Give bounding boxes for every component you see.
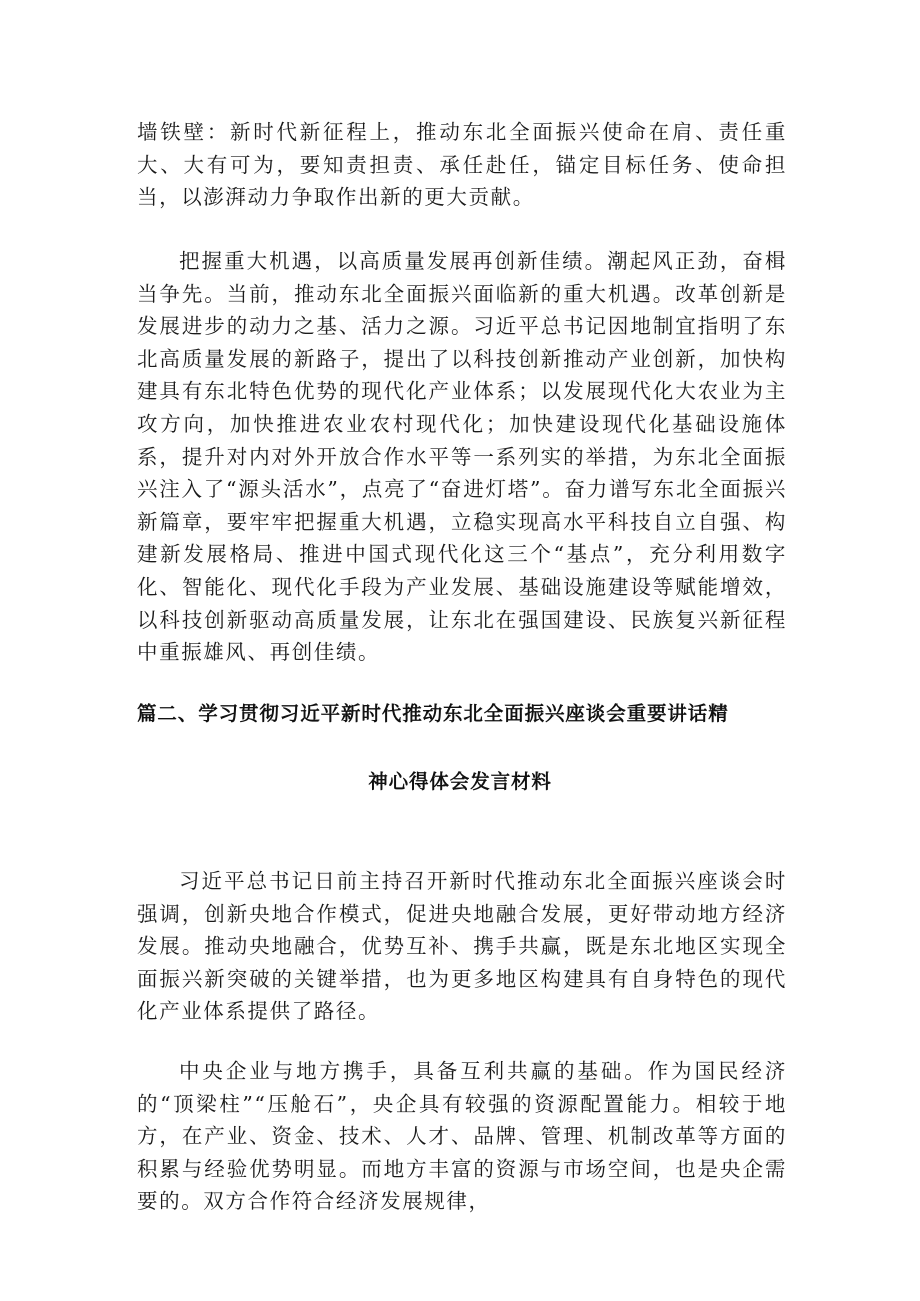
body-paragraph-opportunity: 把握重大机遇，以高质量发展再创新佳绩。潮起风正劲，奋楫当争先。当前，推动东北全面振兴面临新的重大机遇。改革创新是发展进步的动力之基、活力之源。习近平总书记因地制宜指明了东北高质量发展的新路子，提出了以科技创新推动产业创新，加快构建具有东北特色优势的现代化产业体系；以发展现代化大农业为主攻方向，加快推进农业农村现代化；加快建设现代化基础设施体系，提升对内对外开放合作水平等一系列实的举措，为东北全面振兴注入了“源头活水”，点亮了“奋进灯塔”。奋力谱写东北全面振兴新篇章，要牢牢把握重大机遇，立稳实现高水平科技自立自强、构建新发展格局、推进中国式现代化这三个“基点”，充分利用数字化、智能化、现代化手段为产业发展、基础设施建设等赋能增效，以科技创新驱动高质量发展，让东北在强国建设、民族复兴新征程中重振雄风、再创佳绩。 xyxy=(137,249,787,665)
section-title-line-1: 篇二、学习贯彻习近平新时代推动东北全面振兴座谈会重要讲话精 xyxy=(137,702,729,725)
body-paragraph-central-enterprises: 中央企业与地方携手，具备互利共赢的基础。作为国民经济的“顶梁柱”“压舱石”，央企具有较强的资源配置能力。相较于地方，在产业、资金、技术、人才、品牌、管理、机制改革等方面的积累与经验优势明显。而地方丰富的资源与市场空间，也是央企需要的。双方合作符合经济发展规律， xyxy=(137,1059,787,1214)
body-paragraph-continuation: 墙铁壁：新时代新征程上，推动东北全面振兴使命在肩、责任重大、大有可为，要知责担责、承任赴任，锚定目标任务、使命担当，以澎湃动力争取作出新的更大贡献。 xyxy=(137,120,787,210)
body-paragraph-intro: 习近平总书记日前主持召开新时代推动东北全面振兴座谈会时强调，创新央地合作模式，促进央地融合发展，更好带动地方经济发展。推动央地融合，优势互补、携手共赢，既是东北地区实现全面振兴新突破的关键举措，也为更多地区构建具有自身特色的现代化产业体系提供了路径。 xyxy=(137,869,787,1024)
section-title-line-2: 神心得体会发言材料 xyxy=(368,770,552,793)
